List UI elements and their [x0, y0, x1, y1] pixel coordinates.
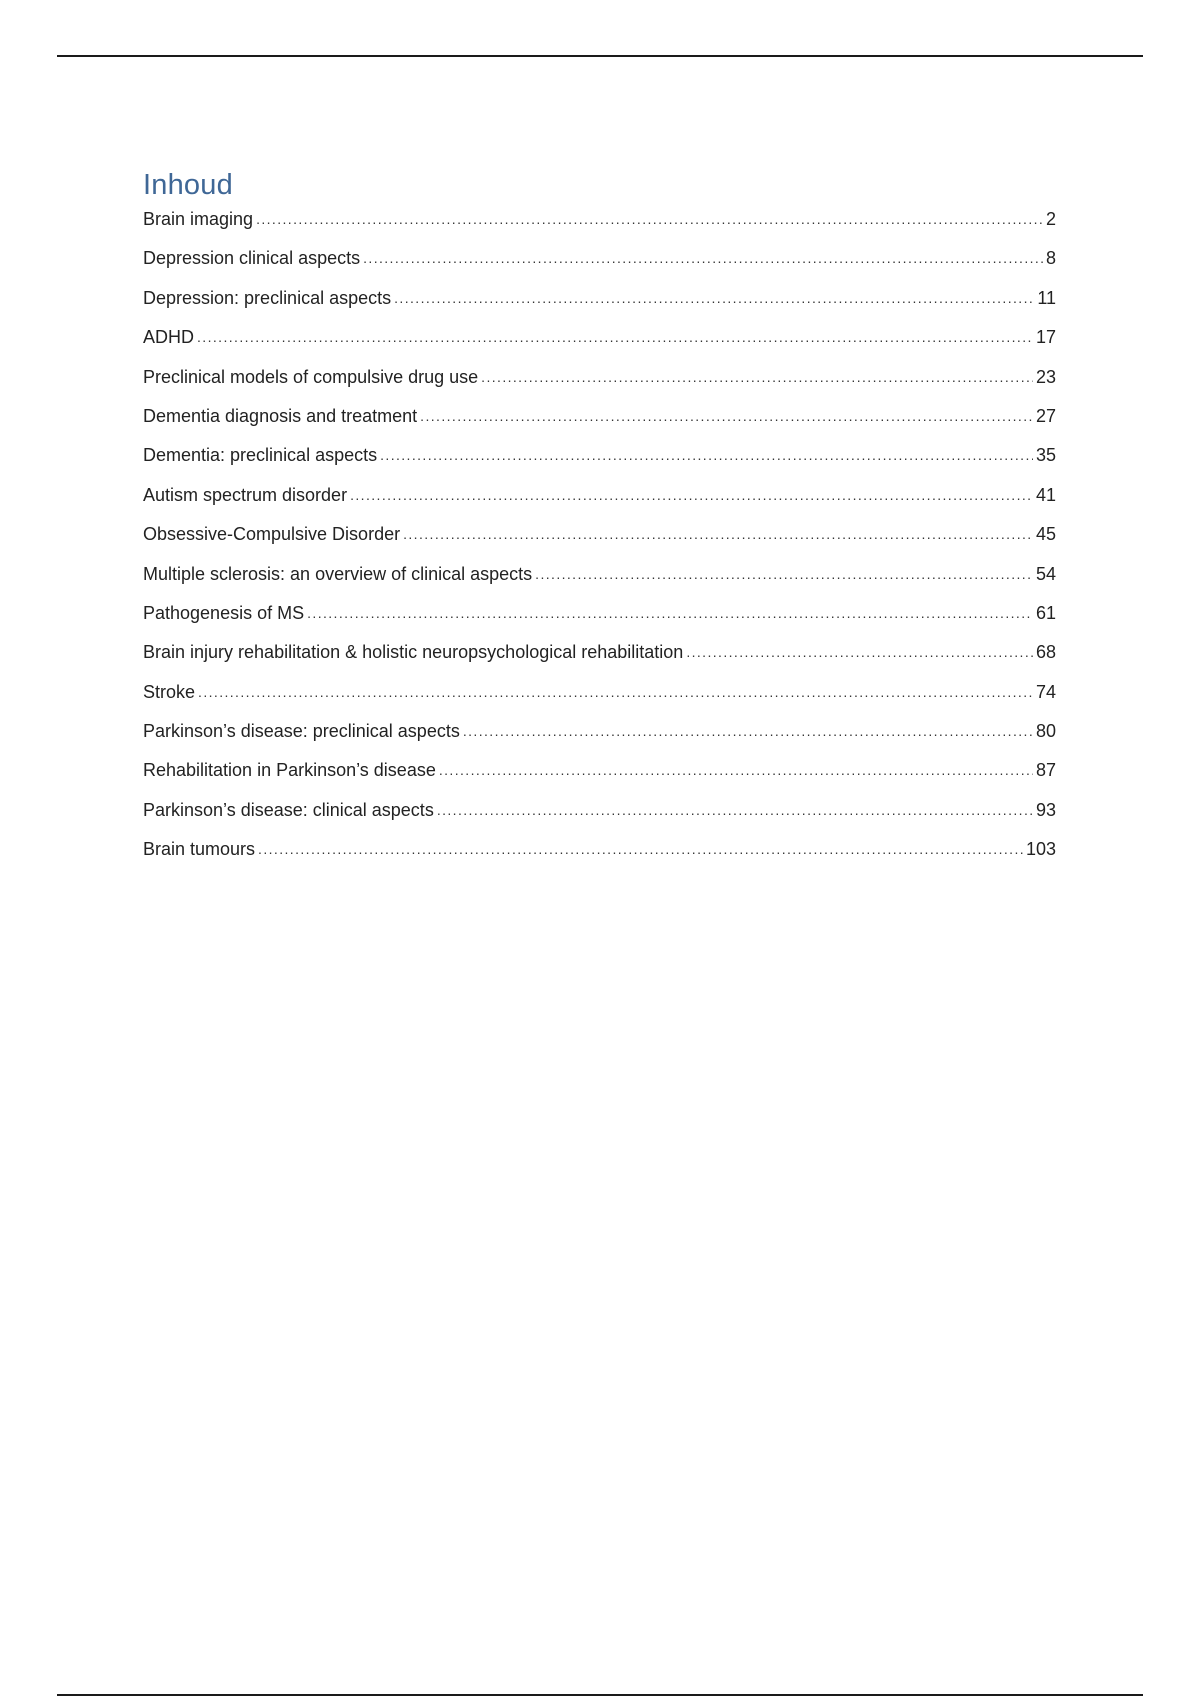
toc-entry[interactable] [143, 838, 1056, 860]
toc-entry[interactable] [143, 759, 1056, 781]
toc-heading: Inhoud [143, 169, 233, 201]
dot-leader [394, 287, 1034, 309]
toc-entry-page: 61 [1035, 602, 1056, 623]
toc-entry-title: ADHD [143, 327, 195, 348]
toc-entry-title: Preclinical models of compulsive drug use [143, 366, 479, 387]
toc-entry[interactable] [143, 326, 1056, 348]
dot-leader [403, 523, 1033, 545]
toc-entry-page: 2 [1045, 209, 1056, 229]
toc-entry-page: 74 [1035, 681, 1056, 702]
table-of-contents [143, 168, 1056, 878]
toc-entry[interactable] [143, 366, 1056, 388]
dot-leader [437, 799, 1033, 821]
toc-entry[interactable] [143, 247, 1056, 269]
toc-entry-title: Brain tumours [143, 839, 256, 860]
toc-entry-title: Parkinson’s disease: clinical aspects [143, 799, 434, 820]
toc-entry-title: Autism spectrum disorder [143, 484, 348, 505]
toc-entry[interactable] [143, 720, 1056, 742]
toc-entry-page: 41 [1035, 484, 1056, 505]
dot-leader [420, 405, 1033, 427]
toc-entry-title: Stroke [143, 681, 196, 702]
toc-entry[interactable] [143, 208, 1056, 230]
toc-entry[interactable] [143, 799, 1056, 821]
toc-entry-title: Depression: preclinical aspects [143, 287, 392, 308]
dot-leader [256, 208, 1043, 230]
dot-leader [258, 838, 1023, 860]
toc-entry-page: 87 [1035, 760, 1056, 781]
toc-entry[interactable] [143, 681, 1056, 703]
footer-rule [57, 1694, 1143, 1696]
toc-entry-title: Brain injury rehabilitation & holistic neuropsychological rehabilitation [143, 642, 684, 663]
toc-entry-page: 80 [1035, 721, 1056, 742]
dot-leader [439, 759, 1033, 781]
dot-leader [686, 641, 1033, 663]
toc-entry-page: 45 [1035, 524, 1056, 545]
toc-entry-title: Brain imaging [143, 209, 254, 229]
toc-entry[interactable] [143, 287, 1056, 309]
dot-leader [307, 602, 1033, 624]
toc-entry-page: 8 [1045, 248, 1056, 269]
toc-entry-title: Dementia: preclinical aspects [143, 445, 378, 466]
toc-entry-page: 54 [1035, 563, 1056, 584]
toc-entry-page: 17 [1035, 327, 1056, 348]
toc-list [143, 208, 1056, 860]
toc-entry[interactable] [143, 641, 1056, 663]
header-rule [57, 55, 1143, 57]
toc-entry-title: Parkinson’s disease: preclinical aspects [143, 721, 460, 742]
toc-entry-title: Depression clinical aspects [143, 248, 361, 269]
toc-entry[interactable] [143, 523, 1056, 545]
toc-entry-title: Multiple sclerosis: an overview of clinical aspects [143, 563, 533, 584]
toc-entry-page: 27 [1035, 405, 1056, 426]
toc-entry-title: Rehabilitation in Parkinson’s disease [143, 760, 436, 781]
dot-leader [380, 444, 1033, 466]
toc-entry-page: 23 [1035, 366, 1056, 387]
toc-entry[interactable] [143, 405, 1056, 427]
toc-entry-page: 103 [1025, 839, 1056, 860]
dot-leader [198, 681, 1033, 703]
toc-entry[interactable] [143, 602, 1056, 624]
dot-leader [350, 484, 1033, 506]
toc-entry-title: Obsessive-Compulsive Disorder [143, 524, 401, 545]
toc-entry-page: 93 [1035, 799, 1056, 820]
toc-entry-page: 35 [1035, 445, 1056, 466]
toc-entry[interactable] [143, 484, 1056, 506]
dot-leader [363, 247, 1043, 269]
dot-leader [535, 563, 1033, 585]
toc-entry[interactable] [143, 444, 1056, 466]
dot-leader [463, 720, 1033, 742]
dot-leader [481, 366, 1033, 388]
toc-entry-page: 11 [1037, 287, 1056, 308]
toc-entry-title: Pathogenesis of MS [143, 602, 305, 623]
toc-entry-page: 68 [1035, 642, 1056, 663]
dot-leader [197, 326, 1033, 348]
toc-entry[interactable] [143, 563, 1056, 585]
toc-entry-title: Dementia diagnosis and treatment [143, 405, 418, 426]
